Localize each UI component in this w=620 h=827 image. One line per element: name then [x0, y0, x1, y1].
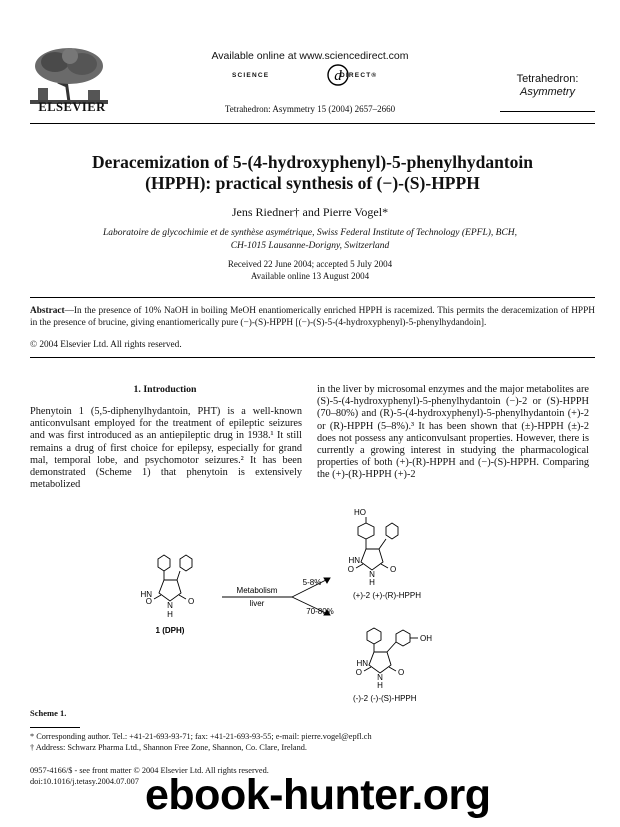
- journal-name-line1: Tetrahedron:: [516, 73, 579, 85]
- body-left-column: [30, 406, 302, 491]
- journal-rule: [500, 111, 595, 112]
- arrow-bottom-label: liver: [249, 599, 265, 608]
- header-divider: [30, 123, 595, 124]
- arrow-top-label: Metabolism: [236, 586, 278, 595]
- start-compound-label: 1 (DPH): [155, 626, 185, 635]
- watermark-text: ebook-hunter.org: [145, 771, 491, 819]
- upper-atom-o-left: O: [347, 565, 354, 574]
- section-heading: 1. Introduction: [133, 384, 197, 395]
- upper-atom-n: N: [369, 570, 375, 579]
- upper-atom-h: H: [369, 578, 375, 587]
- abstract-top-rule: [30, 297, 595, 298]
- upper-atom-o-right: O: [390, 565, 397, 574]
- doi-line: doi:10.1016/j.tetasy.2004.07.007: [30, 777, 139, 786]
- lower-atom-o-left: O: [355, 668, 362, 677]
- publisher-name: ELSEVIER: [38, 100, 106, 114]
- left-column-text: Phenytoin 1 (5,5-diphenylhydantoin, PHT) is a well-known anticonvulsant employed for the treatment of epileptic seizures and was first introduced as an antiepileptic drug in 1938.¹ It still remains a drug of first choice for epilepsy, especially for grand mal, temporal lobe, and psychomotor seizures.² It has been demonstrated (Scheme 1) that phenytoin is extensively metabolized: [30, 406, 302, 491]
- corresponding-author-note: * Corresponding author. Tel.: +41-21-693-93-71; fax: +41-21-693-93-55; e-mail: pierre.vogel@epfl.ch: [30, 732, 372, 741]
- issn-line: 0957-4166/$ - see front matter © 2004 Elsevier Ltd. All rights reserved.: [30, 766, 269, 775]
- lower-atom-oh: OH: [420, 634, 432, 643]
- affiliation-line-1: Laboratoire de glycochimie et de synthèse asymétrique, Swiss Federal Institute of Technology (EPFL), BCH,: [102, 228, 518, 238]
- start-atom-o-left: O: [145, 597, 152, 606]
- sciencedirect-right-word: DIRECT®: [340, 72, 378, 79]
- body-right-column: [317, 384, 589, 482]
- abstract-label: Abstract: [30, 306, 65, 316]
- received-date: Received 22 June 2004; accepted 5 July 2004: [227, 259, 393, 269]
- lower-branch-yield: 70-80%: [306, 607, 334, 616]
- start-atom-n: N: [167, 601, 173, 610]
- abstract-bottom-rule: [30, 357, 595, 358]
- authors: Jens Riedner† and Pierre Vogel*: [231, 205, 389, 219]
- abstract-copyright: © 2004 Elsevier Ltd. All rights reserved.: [30, 340, 182, 350]
- online-date: Available online 13 August 2004: [250, 270, 370, 281]
- journal-name-line2: Asymmetry: [520, 86, 575, 98]
- lower-atom-hn: HN: [356, 659, 368, 668]
- abstract-text: —In the presence of 10% NaOH in boiling MeOH enantiomerically enriched HPPH is racemized. This permits the deracemization of HPPH in the presence of brucine, giving enantiomerically pure (−)-(S)-HPPH [(−)-(S)-5-(4-hydroxyphenyl)-5-phenylhydandoin].: [30, 306, 595, 328]
- address-note: † Address: Schwarz Pharma Ltd., Shannon Free Zone, Shannon, Co. Clare, Ireland.: [30, 743, 307, 752]
- lower-atom-h: H: [377, 681, 383, 690]
- upper-product-label: (+)-2 (+)-(R)-HPPH: [353, 591, 421, 600]
- abstract: [30, 306, 595, 329]
- upper-branch-yield: 5-8%: [302, 578, 322, 587]
- lower-product-label: (-)-2 (-)-(S)-HPPH: [353, 694, 417, 703]
- title-line-2: (HPPH): practical synthesis of (−)-(S)-HPPH: [145, 173, 480, 193]
- article-dates: [0, 259, 620, 282]
- right-column-text: in the liver by microsomal enzymes and the major metabolites are (S)-5-(4-hydroxyphenyl)-5-phenylhydantoin (−)-2 or (S)-HPPH (70–80%) and (R)-5-(4-hydroxyphenyl)-5-phenylhydantoin (+)-2 or (R)-HPPH (5–8%).³ It has been shown that (±)-HPPH (±)-2 does not possess any anticonvulsant properties. However, there is currently a growing interest in studying the pharmacological properties of both (+)-(R)-HPPH and (−)-(S)-HPPH. Comparing the (+)-(R)-HPPH (+)-2: [317, 384, 589, 481]
- title-line-1: Deracemization of 5-(4-hydroxyphenyl)-5-phenylhydantoin: [91, 152, 534, 172]
- svg-text:d: d: [334, 68, 342, 84]
- footnote-rule: [30, 727, 80, 728]
- citation-line: Tetrahedron: Asymmetry 15 (2004) 2657–2660: [224, 104, 396, 114]
- lower-atom-o-right: O: [398, 668, 405, 677]
- footnotes: [30, 731, 595, 753]
- lower-atom-n: N: [377, 673, 383, 682]
- scheme-1-diagram: [30, 505, 595, 715]
- start-atom-h: H: [167, 610, 173, 619]
- affiliation-line-2: CH-1015 Lausanne-Dorigny, Switzerland: [230, 241, 390, 251]
- sciencedirect-left-word: SCIENCE: [232, 72, 270, 79]
- scheme-caption: Scheme 1.: [30, 708, 67, 718]
- upper-atom-ho: HO: [354, 508, 366, 517]
- affiliation: [90, 227, 530, 253]
- start-atom-o-right: O: [188, 597, 195, 606]
- article-title: [40, 152, 585, 194]
- start-atom-hn: HN: [140, 590, 152, 599]
- available-online-line: Available online at www.sciencedirect.com: [211, 50, 409, 62]
- upper-atom-hn: HN: [348, 556, 360, 565]
